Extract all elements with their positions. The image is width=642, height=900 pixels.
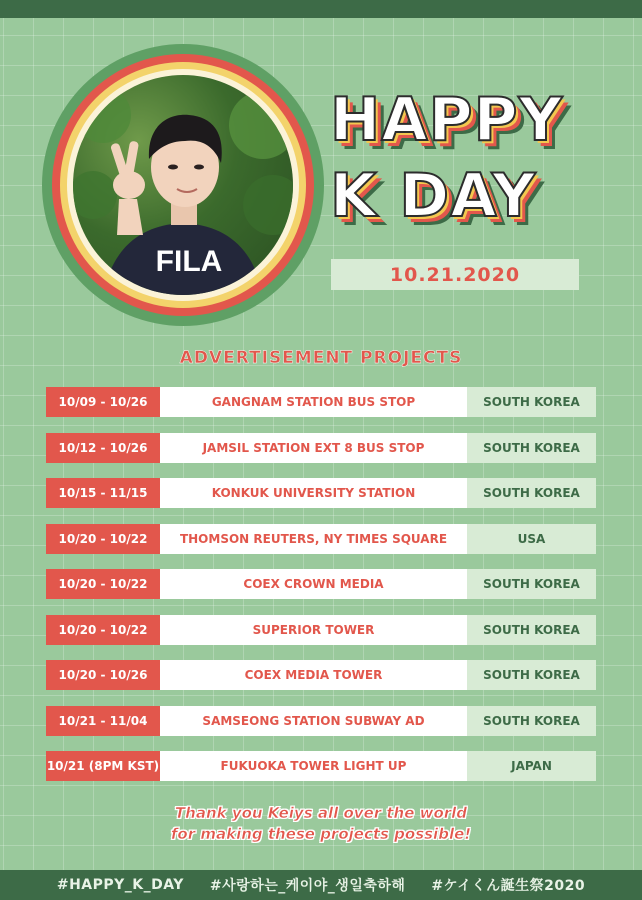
project-country: USA bbox=[467, 524, 596, 554]
section-title: ADVERTISEMENT PROJECTS bbox=[179, 348, 463, 368]
hashtag-japanese: #ケイくん誕生祭2020 bbox=[431, 878, 586, 894]
project-row bbox=[46, 433, 596, 463]
thanks-line-2: for making these projects possible! bbox=[170, 825, 472, 843]
project-place: JAMSIL STATION EXT 8 BUS STOP bbox=[160, 433, 467, 463]
project-place: COEX MEDIA TOWER bbox=[160, 660, 467, 690]
shirt-logo-text: FILA bbox=[155, 245, 223, 278]
project-place: THOMSON REUTERS, NY TIMES SQUARE bbox=[160, 524, 467, 554]
project-row bbox=[46, 751, 596, 781]
project-row bbox=[46, 524, 596, 554]
project-country: SOUTH KOREA bbox=[467, 387, 596, 417]
project-country: JAPAN bbox=[467, 751, 596, 781]
project-dates: 10/15 - 11/15 bbox=[46, 478, 160, 508]
project-dates: 10/20 - 10/26 bbox=[46, 660, 160, 690]
project-country: SOUTH KOREA bbox=[467, 433, 596, 463]
project-place: GANGNAM STATION BUS STOP bbox=[160, 387, 467, 417]
project-dates: 10/21 (8PM KST) bbox=[46, 751, 160, 781]
project-place: SUPERIOR TOWER bbox=[160, 615, 467, 645]
title-line-2: K DAY bbox=[330, 161, 537, 231]
hashtag-bar bbox=[0, 870, 642, 900]
event-date-text: 10.21.2020 bbox=[389, 263, 521, 286]
project-place: KONKUK UNIVERSITY STATION bbox=[160, 478, 467, 508]
project-dates: 10/20 - 10/22 bbox=[46, 524, 160, 554]
project-row bbox=[46, 706, 596, 736]
project-dates: 10/09 - 10/26 bbox=[46, 387, 160, 417]
page-title bbox=[330, 82, 620, 234]
portrait-illustration bbox=[73, 75, 293, 295]
project-place: FUKUOKA TOWER LIGHT UP bbox=[160, 751, 467, 781]
project-country: SOUTH KOREA bbox=[467, 478, 596, 508]
project-row bbox=[46, 569, 596, 599]
title-line-1: HAPPY bbox=[330, 85, 564, 155]
project-row bbox=[46, 615, 596, 645]
project-place: COEX CROWN MEDIA bbox=[160, 569, 467, 599]
projects-table bbox=[46, 387, 596, 797]
project-place: SAMSEONG STATION SUBWAY AD bbox=[160, 706, 467, 736]
project-dates: 10/20 - 10/22 bbox=[46, 569, 160, 599]
thanks-message bbox=[0, 803, 642, 845]
hashtag-english: #HAPPY_K_DAY bbox=[56, 877, 184, 893]
project-country: SOUTH KOREA bbox=[467, 660, 596, 690]
project-country: SOUTH KOREA bbox=[467, 615, 596, 645]
project-row bbox=[46, 387, 596, 417]
project-country: SOUTH KOREA bbox=[467, 569, 596, 599]
thanks-line-1: Thank you Keiys all over the world bbox=[174, 804, 468, 822]
project-dates: 10/12 - 10/26 bbox=[46, 433, 160, 463]
event-date bbox=[331, 259, 579, 290]
project-row bbox=[46, 660, 596, 690]
project-country: SOUTH KOREA bbox=[467, 706, 596, 736]
project-dates: 10/20 - 10/22 bbox=[46, 615, 160, 645]
project-row bbox=[46, 478, 596, 508]
hashtag-korean: #사랑하는_케이야_생일축하해 bbox=[209, 878, 406, 894]
top-bar bbox=[0, 0, 642, 18]
portrait-photo bbox=[73, 75, 293, 295]
project-dates: 10/21 - 11/04 bbox=[46, 706, 160, 736]
portrait-frame bbox=[42, 44, 324, 326]
